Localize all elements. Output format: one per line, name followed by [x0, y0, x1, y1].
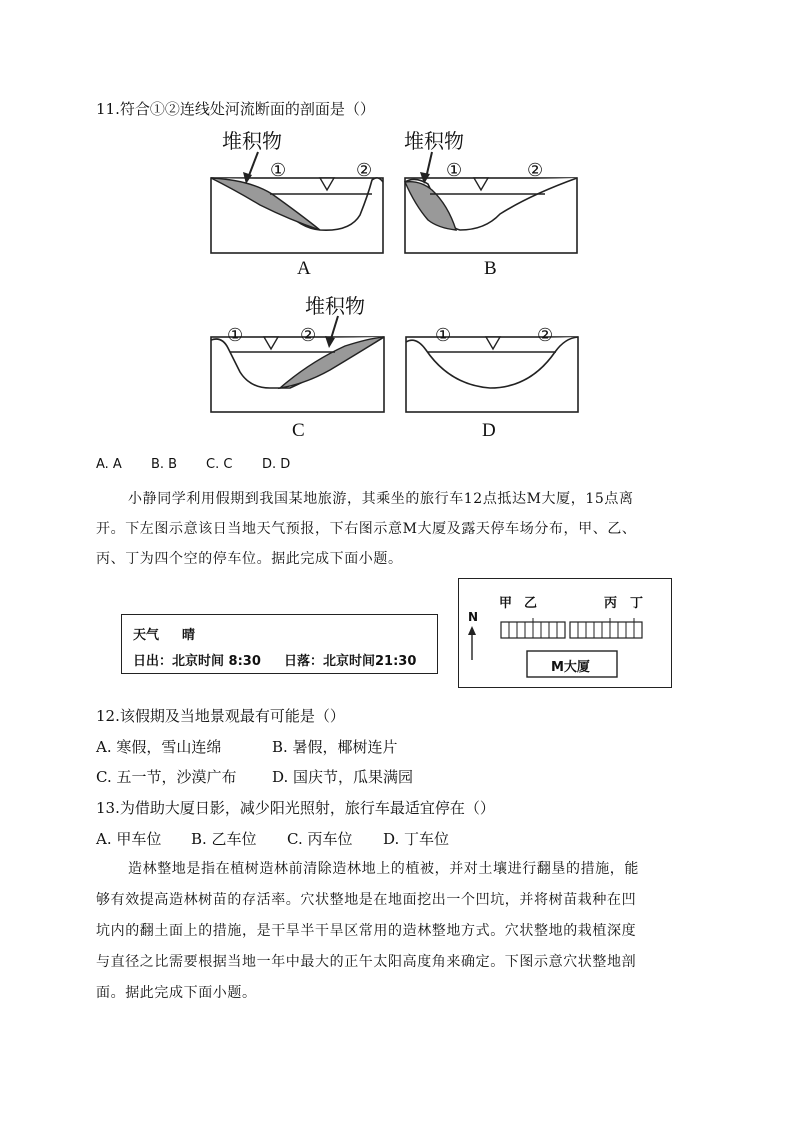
passage2-line1: 造林整地是指在植树造林前清除造林地上的植被，并对土壤进行翻垦的措施，能 [128, 861, 639, 877]
label-c: C [292, 420, 305, 441]
marker-1-d: ① [435, 325, 452, 346]
weather-label: 天气 [133, 628, 160, 643]
weather-value: 晴 [182, 628, 196, 643]
q13-option-d: D. 丁车位 [383, 830, 450, 848]
q13-option-b: B. 乙车位 [191, 830, 257, 848]
callout-deposit-c: 堆积物 [305, 294, 365, 318]
label-d: D [482, 420, 496, 441]
marker-1-b: ① [446, 160, 463, 181]
label-b: B [484, 258, 497, 279]
q11-option-a: A. A [96, 457, 122, 472]
section-b-diagram [405, 152, 577, 253]
question-11-stem: 11.符合①②连线处河流断面的剖面是（） [96, 100, 375, 118]
marker-1-a: ① [270, 160, 287, 181]
question-13-stem: 13.为借助大厦日影，减少阳光照射，旅行车最适宜停在（） [96, 799, 495, 817]
building-m-label: M大厦 [551, 660, 590, 675]
spot-bing: 丙 [604, 596, 618, 611]
sunset-time: 日落：北京时间21:30 [284, 654, 417, 669]
passage2-line5: 面。据此完成下面小题。 [96, 985, 257, 1001]
passage1-line3: 丙、丁为四个空的停车位。据此完成下面小题。 [96, 551, 403, 567]
q11-option-c: C. C [206, 457, 233, 472]
sunrise-time: 日出：北京时间 8:30 [133, 654, 261, 669]
marker-2-c: ② [300, 325, 317, 346]
question-12-stem: 12.该假期及当地景观最有可能是（） [96, 707, 345, 725]
q12-option-a: A. 寒假，雪山连绵 [96, 738, 222, 756]
q12-option-b: B. 暑假，椰树连片 [272, 738, 398, 756]
q12-option-d: D. 国庆节，瓜果满园 [272, 768, 414, 786]
passage2-line4: 与直径之比需要根据当地一年中最大的正午太阳高度角来确定。下图示意穴状整地剖 [96, 954, 637, 970]
spot-jia: 甲 [499, 596, 513, 611]
passage1-line1: 小静同学利用假期到我国某地旅游，其乘坐的旅行车12点抵达M大厦，15点离 [128, 491, 634, 507]
marker-2-a: ② [356, 160, 373, 181]
passage1-line2: 开。下左图示意该日当地天气预报，下右图示意M大厦及露天停车场分布，甲、乙、 [96, 521, 637, 537]
marker-2-b: ② [527, 160, 544, 181]
callout-deposit-a: 堆积物 [222, 129, 282, 153]
spot-yi: 乙 [524, 596, 538, 611]
cross-section-figures [0, 0, 794, 460]
section-d-diagram [406, 337, 578, 412]
q13-option-a: A. 甲车位 [96, 830, 162, 848]
marker-1-c: ① [227, 325, 244, 346]
label-a: A [297, 258, 311, 279]
passage2-line3: 坑内的翻土面上的措施，是干旱半干旱区常用的造林整地方式。穴状整地的栽植深度 [96, 923, 637, 939]
north-label: N [468, 610, 479, 624]
passage2-line2: 够有效提高造林树苗的存活率。穴状整地是在地面挖出一个凹坑，并将树苗栽种在凹 [96, 892, 637, 908]
q13-option-c: C. 丙车位 [287, 830, 353, 848]
q11-option-d: D. D [262, 457, 291, 472]
callout-deposit-b: 堆积物 [404, 129, 464, 153]
q11-option-b: B. B [151, 457, 178, 472]
marker-2-d: ② [537, 325, 554, 346]
spot-ding: 丁 [630, 596, 644, 611]
q12-option-c: C. 五一节，沙漠广布 [96, 768, 237, 786]
